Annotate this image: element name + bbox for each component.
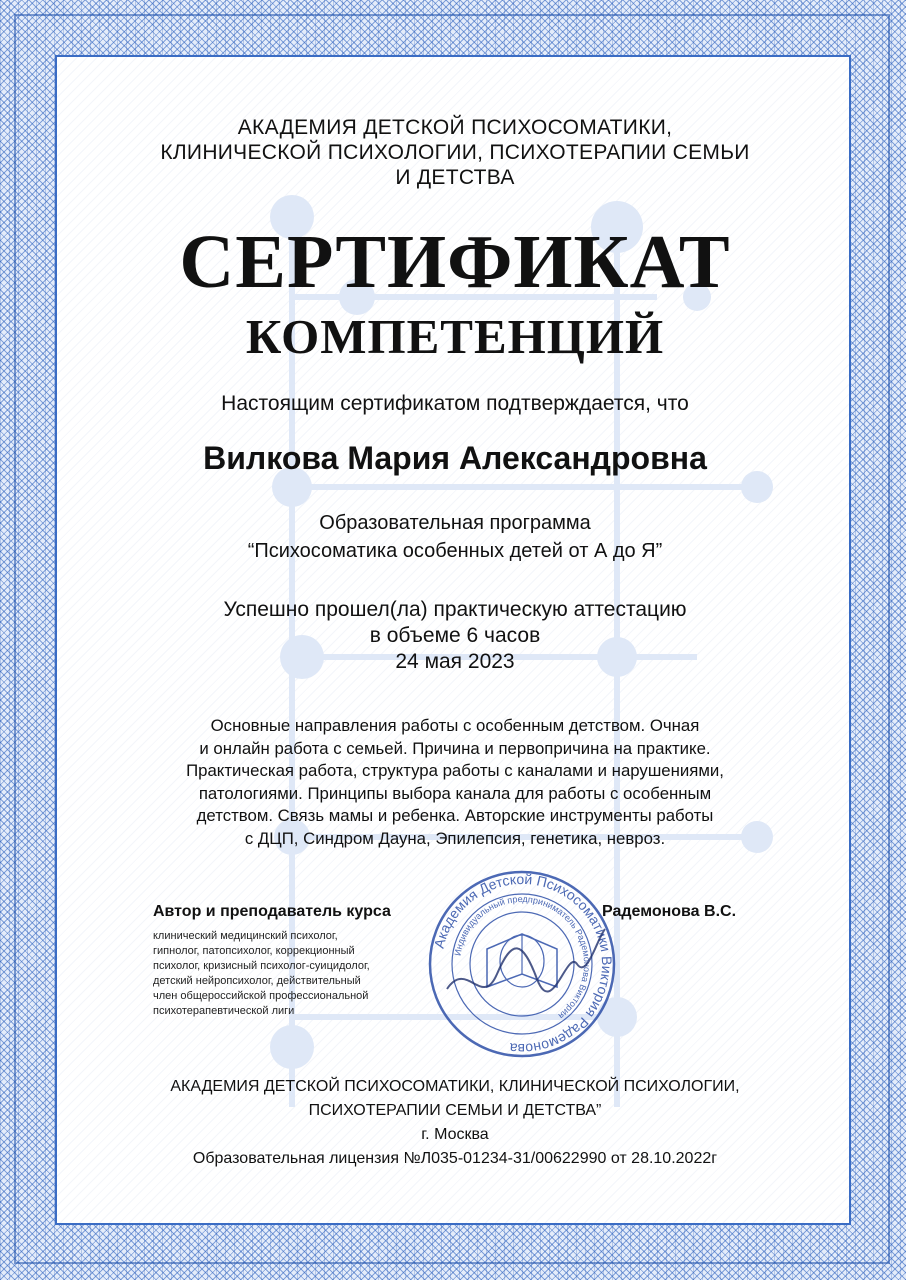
footer-line: АКАДЕМИЯ ДЕТСКОЙ ПСИХОСОМАТИКИ, КЛИНИЧЕСКОЙ ПСИХОЛОГИИ, xyxy=(170,1078,740,1095)
footer-city: г. Москва xyxy=(421,1126,489,1143)
author-credentials-line: клинический медицинский психолог, xyxy=(153,930,338,942)
description-line: детством. Связь мамы и ребенка. Авторские инструменты работы xyxy=(196,806,714,825)
author-credentials-line: психотерапевтической лиги xyxy=(153,1005,295,1017)
description-line: и онлайн работа с семьей. Причина и первопричина на практике. xyxy=(199,738,711,758)
description-line: с ДЦП, Синдром Дауна, Эпилепсия, генетика, невроз. xyxy=(244,828,666,848)
certificate-subtitle: КОМПЕТЕНЦИЙ xyxy=(245,309,665,364)
seal-outer-text: Академия Детской Психосоматики Виктория Радемонова xyxy=(430,870,616,1058)
course-description xyxy=(117,715,793,850)
certificate-panel xyxy=(55,55,851,1225)
author-credentials xyxy=(153,929,433,1019)
academy-header-line: КЛИНИЧЕСКОЙ ПСИХОЛОГИИ, ПСИХОТЕРАПИИ СЕМЬИ xyxy=(160,141,750,164)
program-label: Образовательная программа xyxy=(319,512,591,534)
attestation-text: Успешно прошел(ла) практическую аттестацию xyxy=(223,598,687,621)
footer xyxy=(57,1075,853,1171)
author-label: Автор и преподаватель курса xyxy=(153,903,391,920)
academy-header xyxy=(117,115,793,190)
author-credentials-line: психолог, кризисный психолог-суицидолог, xyxy=(153,960,370,972)
certificate-content xyxy=(57,57,853,1227)
official-seal xyxy=(427,869,617,1059)
teacher-name: Радемонова В.С. xyxy=(602,903,737,920)
program-block xyxy=(57,509,853,565)
program-name: “Психосоматика особенных детей от А до Я” xyxy=(247,540,663,562)
recipient-name: Вилкова Мария Александровна xyxy=(203,440,707,476)
author-credentials-line: член общероссийской профессиональной xyxy=(153,990,369,1002)
certificate-title: СЕРТИФИКАТ xyxy=(179,220,731,304)
author-credentials-line: гипнолог, патопсихолог, коррекционный xyxy=(153,945,355,957)
description-line: патологиями. Принципы выбора канала для работы с особенным xyxy=(198,783,712,803)
description-line: Основные направления работы с особенным детством. Очная xyxy=(210,716,700,735)
author-credentials-line: детский нейропсихолог, действительный xyxy=(153,975,361,987)
seal-inner-text: Индивидуальный предприниматель Радемонова Виктория xyxy=(452,893,593,1022)
academy-header-line: АКАДЕМИЯ ДЕТСКОЙ ПСИХОСОМАТИКИ, xyxy=(237,116,673,139)
confirmation-text: Настоящим сертификатом подтверждается, что xyxy=(221,392,689,415)
academy-header-line: И ДЕТСТВА xyxy=(395,166,515,189)
attestation-date: 24 мая 2023 xyxy=(395,650,515,673)
footer-line: ПСИХОТЕРАПИИ СЕМЬИ И ДЕТСТВА” xyxy=(308,1102,602,1119)
description-line: Практическая работа, структура работы с каналами и нарушениями, xyxy=(186,761,724,780)
attestation-hours: в объеме 6 часов xyxy=(369,624,541,647)
attestation-block xyxy=(57,597,853,675)
footer-license: Образовательная лицензия №Л035-01234-31/00622990 от 28.10.2022г xyxy=(192,1150,718,1167)
